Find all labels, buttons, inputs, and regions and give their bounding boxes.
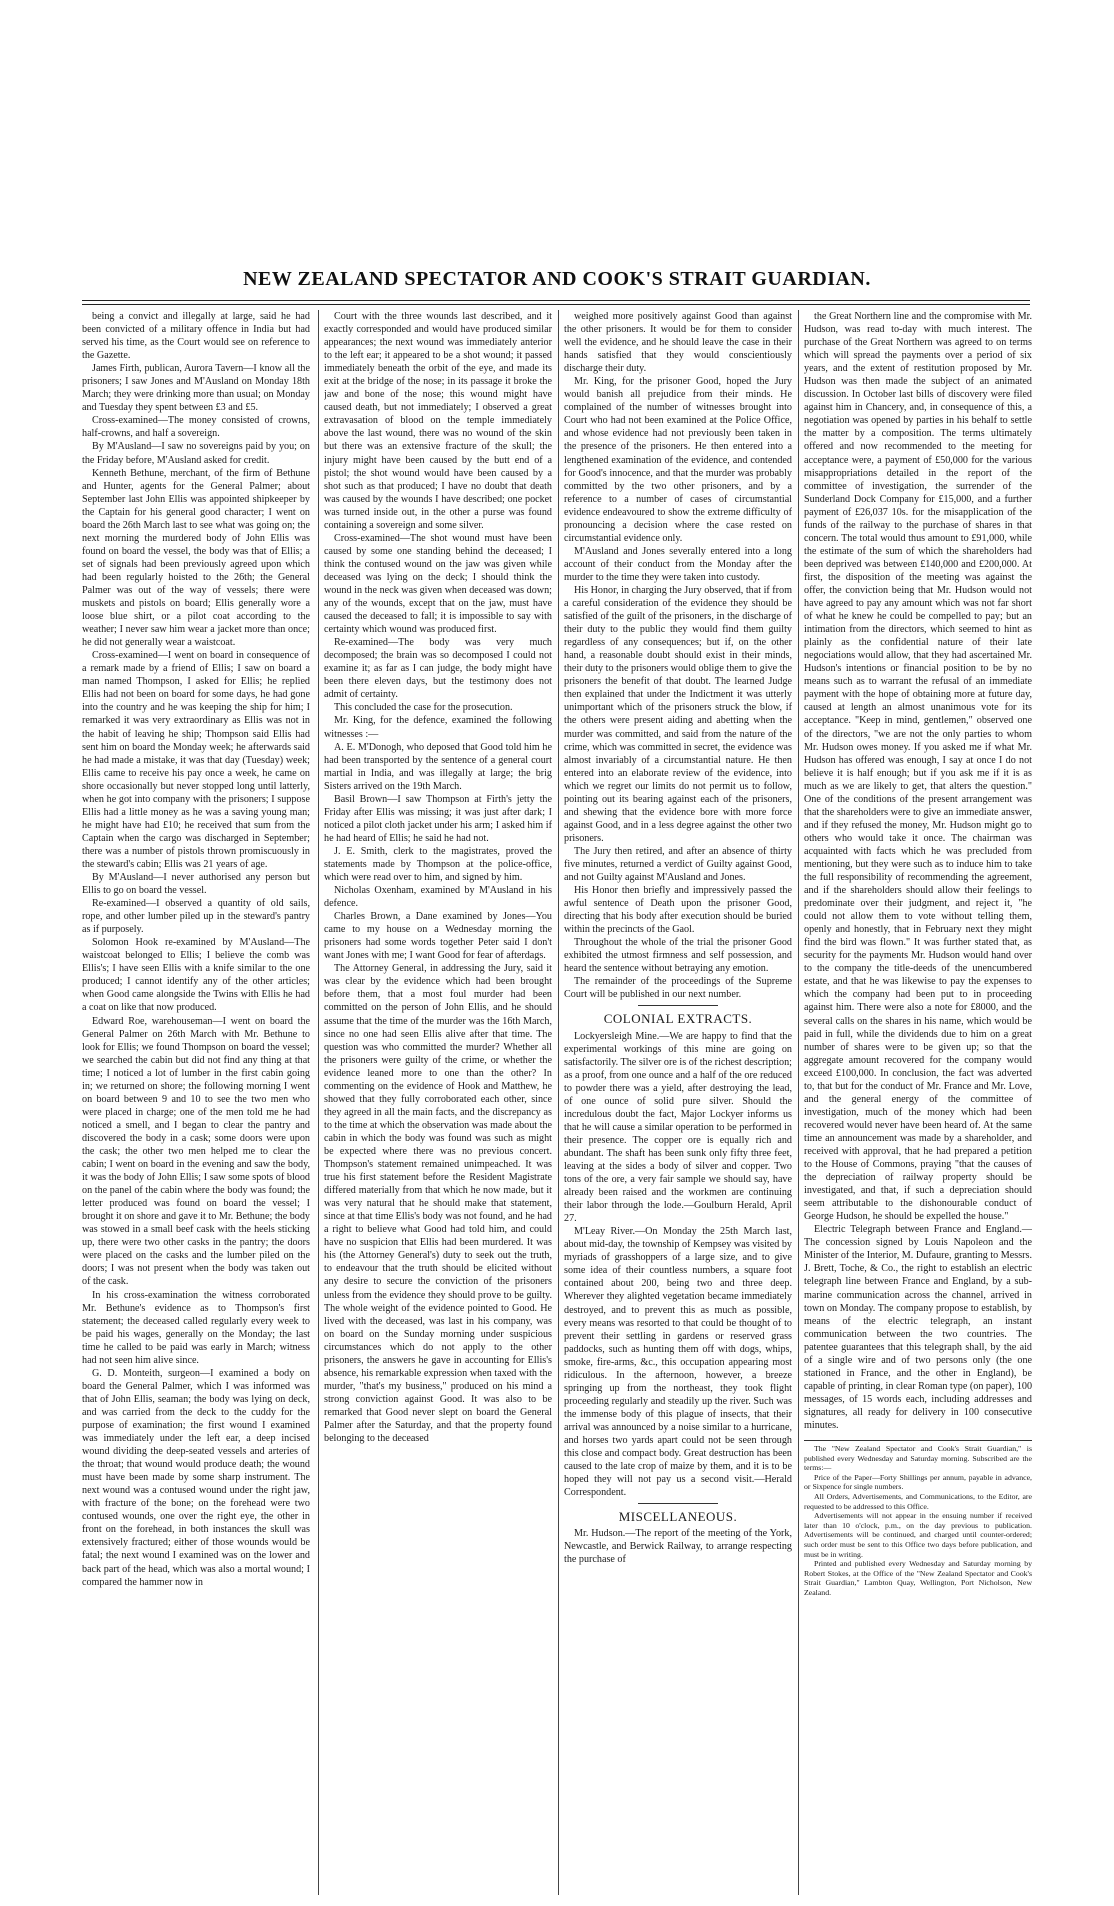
column-divider <box>318 310 319 1895</box>
article-paragraph: His Honor then briefly and impressively passed the awful sentence of Death upon the prisoner Good, directing that his body after execution should be buried within the precincts of the Gaol. <box>564 885 792 936</box>
column-divider <box>558 310 559 1895</box>
article-paragraph: Cross-examined—The shot wound must have been caused by some one standing behind the deceased; I think the contused wound on the jaw was given while deceased was lying on the deck; I should think the wound in the neck was given when deceased was down; any of the wounds, except that on the jaw, must have caused the deceased to fall; it is impossible to say with certainty which wound was produced first. <box>324 532 552 636</box>
section-heading: COLONIAL EXTRACTS. <box>603 1011 753 1027</box>
notice-line: Printed and published every Wednesday and Saturday morning by Robert Stokes, at the Office of the "New Zealand Spectator and Cook's Strait Guardian," Lambton Quay, Wellington, Port Nicholson, New Zealand. <box>804 1559 1032 1597</box>
article-paragraph: In his cross-examination the witness corroborated Mr. Bethune's evidence as to Thompson's first statement; the deceased called regularly every week to be paid his wages, generally on the Monday; the last time he called to be paid was early in March; witness had not seen him alive since. <box>82 1289 310 1366</box>
column-1 <box>82 310 310 1895</box>
article-paragraph: By M'Ausland—I never authorised any person but Ellis to go on board the vessel. <box>82 872 310 897</box>
article-paragraph: A. E. M'Donogh, who deposed that Good told him he had been transported by the sentence of a general court martial in India, and was illegally at large; the brig Sisters arrived on the 19th March. <box>324 741 552 792</box>
notice-line: Price of the Paper—Forty Shillings per annum, payable in advance, or Sixpence for single numbers. <box>804 1472 1032 1492</box>
article-paragraph: the Great Northern line and the compromise with Mr. Hudson, was read to-day with much interest. The purchase of the Great Northern was agreed to on terms which will spread the payments over a period of six years, and the extent of restitution proposed by Mr. Hudson was then made the subject of an animated discussion. In October last bills of discovery were filed against him in Chancery, and, in consequence of this, a negotiation was opened by parties in his behalf to settle the matter by a composition. The terms ultimately offered and now recommended to the meeting for acceptance were, a payment of £50,000 for the various misappropriations detailed in the report of the committee of investigation, the surrender of the Sunderland Dock Company for £15,000, and a further payment of £26,037 10s. for the misapplication of the funds of the railway to the purchase of shares in that concern. The total would thus amount to £91,000, while the estimate of the sum of which the shareholders had been deprived was between £140,000 and £200,000. At first, the disposition of the meeting was against the offer, the conviction being that Mr. Hudson would not have agreed to pay any amount which was not far short of what he knew he could be compelled to pay; but an intimation from the directors, which seemed to hint as plainly as the confidential nature of their late negociations would allow, that they had ascertained Mr. Hudson's intentions or financial position to be by no means such as to warrant the refusal of an immediate payment with the hope of obtaining more at future day, caused at length an almost unanimous vote for its acceptance. "Keep in mind, gentlemen," observed one of the directors, "we are not the only parties to whom Mr. Hudson owes money. If you asked me if what Mr. Hudson has offered was enough, I say at once I do not believe it is half enough; but if you ask me if it is as much as we are likely to get, that alters the question." One of the conditions of the present arrangement was that the shareholders were to give an immediate answer, and if they refused the money, Mr. Hudson might go to others who would take it once. The chairman was acquainted with facts which he was precluded from mentioning, but they were such as to induce him to take the full responsibility of recommending the agreement, and if the shareholders should allow their feelings to predominate over their judgment, and reject it, "he could not allow them to vote without telling them, openly and honestly, that in February next they might find the bird was flown." It was further stated that, as security for the payments Mr. Hudson would hand over to the company the title-deeds of the unencumbered estate, and that he was likewise to pay the expenses to which the company had been put to in proceeding against him. There were also a note for £8000, and the several calls on the shares in his name, which would be paid in full, while the dividends due to him on a great number of shares were to be given up; so that the aggregate amount recovered for the company would exceed £100,000. In conclusion, the fact was adverted to, that but for the conduct of Mr. France and Mr. Love, and the general energy of the committee of investigation, much of the money which had been recovered would never have been heard of. At the same time an announcement was made by a shareholder, and received with approval, that he had prepared a petition to the House of Commons, praying "that the causes of the depreciation of railway property should be investigated, and that, if such a depreciation should seem attributable to the dishonourable conduct of George Hudson, he should be expelled the house." <box>804 311 1032 1223</box>
notice-line: Advertisements will not appear in the ensuing number if received later than 10 o'clock, p.m., on the day previous to publication. Advertisements will be continued, and charged until counter-ordered; such order must be sent to this Office two days before publication, and must be in writing. <box>804 1511 1032 1559</box>
column-2 <box>324 310 552 1895</box>
column-4 <box>804 310 1032 1895</box>
column-3 <box>564 310 792 1895</box>
article-paragraph: M'Leay River.—On Monday the 25th March last, about mid-day, the township of Kempsey was visited by myriads of grasshoppers of a large size, and to give some idea of their countless numbers, a square foot contained about 200, being two and three deep. Wherever they alighted vegetation became immediately destroyed, and to prevent this as much as possible, every means was resorted to that could be thought of to prevent their settling in gardens or reserved grass paddocks, such as hunting them off with dogs, whips, smoke, fire-arms, &c., this occupation appearing most ridiculous. In the afternoon, however, a breeze springing up from the northeast, they took flight proceeding regularly and steadily up the river. Such was the immense body of this plague of insects, that their arrival was announced by a noise similar to a hurricane, and horses two yards apart could not be seen through this close and compact body. Great destruction has been caused to the late crop of maize by them, and it is to be hoped they will not pay us a second visit.—Herald Correspondent. <box>564 1226 792 1499</box>
article-paragraph: Electric Telegraph between France and England.—The concession signed by Louis Napoleon and the Minister of the Interior, M. Dufaure, granting to Messrs. J. Brett, Toche, & Co., the right to establish an electric telegraph line between France and England, by a sub-marine communication across the channel, arrived in town on Monday. The company propose to establish, by means of the electric telegraph, an instant communication between the two countries. The patentee guarantees that this telegraph shall, by the aid of a single wire and of two persons only (the one stationed in France, and the other in England), be capable of printing, in clear Roman type (on paper), 100 messages, of 15 words each, including addresses and signatures, all ready for delivery in 100 consecutive minutes. <box>804 1224 1032 1431</box>
notice-line: The "New Zealand Spectator and Cook's Strait Guardian," is published every Wednesday and Saturday morning. Subscribed are the terms:— <box>804 1444 1032 1473</box>
notice-line: All Orders, Advertisements, and Communications, to the Editor, are requested to be addressed to this Office. <box>804 1492 1032 1511</box>
column-divider <box>798 310 799 1895</box>
article-paragraph: James Firth, publican, Aurora Tavern—I know all the prisoners; I saw Jones and M'Ausland on Monday 18th March; they were drinking more than usual; on Monday and Tuesday they spent between £3 and £5. <box>82 363 310 414</box>
article-paragraph: M'Ausland and Jones severally entered into a long account of their conduct from the Monday after the murder to the time they were taken into custody. <box>564 545 792 583</box>
article-paragraph: The Jury then retired, and after an absence of thirty five minutes, returned a verdict of Guilty against Good, and not Guilty against M'Ausland and Jones. <box>564 845 792 884</box>
article-paragraph: This concluded the case for the prosecution. <box>334 702 513 714</box>
article-paragraph: Lockyersleigh Mine.—We are happy to find that the experimental workings of this mine are going on satisfactorily. The silver ore is of the richest description; as a proof, from one ounce and a half of the ore reduced to powder there was a yield, after destroying the lead, of one ounce of solid pure silver. Should the incredulous doubt the fact, Major Lockyer informs us that he will cause a similar operation to be performed in their presence. The copper ore is equally rich and abundant. The shaft has been sunk only fifty three feet, leaving at the sides a body of silver and copper. Two tons of the ore, a very fair sample we should say, have already been raised and the workmen are continuing their labor through the lode.—Goulburn Herald, April 27. <box>564 1030 792 1225</box>
masthead-rule-thin <box>82 304 1030 305</box>
article-paragraph: Kenneth Bethune, merchant, of the firm of Bethune and Hunter, agents for the General Palmer; about September last John Ellis was appointed shipkeeper by the Captain for his general good character; I went on board the 26th March last to see what was going on; the next morning the murdered body of John Ellis was found on board the vessel, the body was that of Ellis; a set of signals had been previously agreed upon which had been regularly hoisted to the 26th; the General Palmer was out of the way of vessels; there were muskets and pistols on board; Ellis generally wore a loose blue shirt, or a pilot coat according to the weather; I never saw him wear a jacket more than once; he did not generally wear a waistcoat. <box>82 467 310 649</box>
article-paragraph: Solomon Hook re-examined by M'Ausland—The waistcoat belonged to Ellis; I believe the comb was Ellis's; I have seen Ellis with a knife similar to the one produced; I cannot identify any of the other articles; when Good came alongside the Twins with Ellis he had a coat on like that now produced. <box>82 937 310 1014</box>
article-paragraph: Re-examined—I observed a quantity of old sails, rope, and other lumber piled up in the steward's pantry as if purposely. <box>82 898 310 936</box>
article-paragraph: being a convict and illegally at large, said he had been convicted of a military offence in India but had served his time, as the Court would see on reference to the Gazette. <box>82 311 310 362</box>
article-paragraph: Charles Brown, a Dane examined by Jones—You came to my house on a Wednesday morning the prisoners had some words together Peter said I don't want Jones with me; I want Good for fear of afterdags. <box>324 911 552 962</box>
article-paragraph: Cross-examined—I went on board in consequence of a remark made by a friend of Ellis; I saw on board a man named Thompson, I asked for Ellis; he replied Ellis had not been on board for some days, he had gone into the country and he was keeping the ship for him; I remarked it was very extraordinary as Ellis was not in the habit of leaving he ship; Thompson said Ellis had sent him on board the Monday week; he afterwards said he had made a mistake, it was that day (Tuesday) week; Ellis came to receive his pay once a week, he came on shore occasionally but never stopped long until latterly, when he got into company with the prisoners; I suppose Ellis had a little money as he was a saving young man; he might have had £10; he received that sum from the Captain when the cargo was discharged in September; there was a number of pistols thrown promiscuously in the steward's cabin; Ellis was 21 years of age. <box>82 650 310 870</box>
article-paragraph: Court with the three wounds last described, and it exactly corresponded and would have produced similar appearances; the next wound was immediately anterior to the left ear; it appeared to be a shot wound; it passed immediately beneath the orbit of the eye, and made its exit at the bridge of the nose; in its passage it broke the jaw and bone of the nose; this wound might have caused death, but not immediately; I observed a great extravasation of blood on the temple immediately above the last wound, there was no wound of the skin but there was an extensive fracture of the skull; the injury might have been caused by the butt end of a pistol; the shot wound would have been caused by a shot such as that produced; I have no doubt that death was caused by the wounds I have described; one pocket was turned inside out, in the other a purse was found containing a sovereign and some silver. <box>324 311 552 531</box>
article-paragraph: Mr. Hudson.—The report of the meeting of the York, Newcastle, and Berwick Railway, to arrange respecting the purchase of <box>564 1528 792 1566</box>
section-rule <box>638 1503 718 1504</box>
section-heading: MISCELLANEOUS. <box>618 1509 738 1525</box>
article-paragraph: Re-examined—The body was very much decomposed; the brain was so decomposed I could not examine it; as far as I can judge, the body might have been there eleven days, but the testimony does not admit of certainty. <box>324 637 552 701</box>
publication-notice <box>804 1440 1032 1598</box>
article-paragraph: Mr. King, for the prisoner Good, hoped the Jury would banish all prejudice from their minds. He complained of the number of witnesses brought into Court who had not been examined at the Police Office, and whose evidence had not previously been taken in the presence of the prisoners. He then entered into a lengthened examination of the evidence, and contended for Good's innocence, and that the murder was probably committed by the two other prisoners, and by a reference to a number of cases of circumstantial evidence endeavoured to show the extreme difficulty of pronouncing a decision where the case rested on circumstantial evidence only. <box>564 376 792 544</box>
article-paragraph: By M'Ausland—I saw no sovereigns paid by you; on the Friday before, M'Ausland asked for credit. <box>82 441 310 466</box>
article-paragraph: Throughout the whole of the trial the prisoner Good exhibited the utmost firmness and self possession, and heard the sentence without betraying any emotion. <box>564 937 792 975</box>
article-paragraph: Cross-examined—The money consisted of crowns, half-crowns, and half a sovereign. <box>82 415 310 440</box>
newspaper-columns <box>82 310 1030 1895</box>
article-paragraph: Edward Roe, warehouseman—I went on board the General Palmer on 26th March with Mr. Bethune to look for Ellis; we found Thompson on board the vessel; we searched the cabin but did not find any thing at that time; I noticed a lot of lumber in the first cabin going in; we returned on shore; the following morning I went on board between 9 and 10 to see the two men who were placed in charge; one of the men told me he had noticed a smell, and I began to clear the pantry and discovered the body in a cask; some doors were upon the cask; the other two men helped me to clear the cabin; I went on board in the evening and saw the body, it was the body of John Ellis; I saw some spots of blood on the panel of the cabin where the body was found; the letter produced was found on board the vessel; I brought it on shore and gave it to Mr. Bethune; the body was stowed in a small beef cask with the heels sticking up, there were two other casks in the pantry; the doors were placed on the casks and the lumber piled on the doors; I was not present when the body was taken out of the cask. <box>82 1015 310 1288</box>
article-paragraph: Basil Brown—I saw Thompson at Firth's jetty the Friday after Ellis was missing; it was just after dark; I noticed a pilot cloth jacket under his arm; I asked him if he had heard of Ellis; he said he had not. <box>324 793 552 844</box>
article-paragraph: Mr. King, for the defence, examined the following witnesses :— <box>324 715 552 740</box>
article-paragraph: The remainder of the proceedings of the Supreme Court will be published in our next number. <box>564 976 792 1001</box>
article-paragraph: G. D. Monteith, surgeon—I examined a body on board the General Palmer, which I was informed was that of John Ellis, seaman; the body was lying on deck, and was carried from the deck to the cuddy for the purpose of examination; the first wound I examined was immediately under the left ear, a deep incised wound dividing the deep-seated vessels and arteries of the throat; that wound would produce death; the wound must have been made by some sharp instrument. The next wound was a contused wound under the right jaw, with fracture of the bone; on the forehead were two contused wounds, one over the right eye, the other in front on the forehead, in both instances the skull was extensively fractured; either of those wounds would be fatal; the next wound I examined was on the lower and back part of the head, which was also a mortal wound; I compared the hammer now in <box>82 1367 310 1588</box>
masthead: NEW ZEALAND SPECTATOR AND COOK'S STRAIT GUARDIAN. <box>243 268 871 290</box>
article-paragraph: J. E. Smith, clerk to the magistrates, proved the statements made by Thompson at the police-office, which were read over to him, and signed by him. <box>324 845 552 884</box>
article-paragraph: Nicholas Oxenham, examined by M'Ausland in his defence. <box>324 885 552 910</box>
article-paragraph: His Honor, in charging the Jury observed, that if from a careful consideration of the evidence they should be satisfied of the guilt of the prisoners, in the discharge of their duty to the public they would find them guilty regardless of any consequences; but if, on the other hand, a reasonable doubt should exist in their minds, their duty to the prisoners would oblige them to give the prisoners the benefit of that doubt. The learned Judge then explained that under the Indictment it was utterly unimportant which of the prisoners struck the blow, if the others were present aiding and abetting when the murder was committed, and said from the nature of the crime, which was committed in secret, the evidence was almost invariably of a circumstantial nature. He then entered into an elaborate review of the evidence, into which we regret our limits do not permit us to follow, pointing out its bearing against each of the prisoners, and shewing that the evidence bore with more force against Good, and in a less degree against the other two prisoners. <box>564 584 792 844</box>
section-rule <box>638 1005 718 1006</box>
masthead-rule <box>82 300 1030 301</box>
article-paragraph: weighed more positively against Good than against the other prisoners. It would be for them to consider well the evidence, and he should leave the case in their hands satisfied that they would conscientiously discharge their duty. <box>564 311 792 375</box>
article-paragraph: The Attorney General, in addressing the Jury, said it was clear by the evidence which had been brought before them, that a most foul murder had been committed on the person of John Ellis, and he should assume that the time of the murder was the 16th March, since no one had seen Ellis alive after that time. The question was who committed the murder? Whether all the prisoners were guilty of the crime, or whether the evidence leaned more to one than the other? In commenting on the evidence of Hook and Matthew, he showed that they fully corroborated each other, since they agreed in all the main facts, and the discrepancy as to the time at which the observation was made about the cabin in which the body was found was such as might be expected where there was no previous concert. Thompson's statement remained unimpeached. It was true his first statement before the Resident Magistrate differed materially from that which he now made, but it was very natural that he should make that statement, since at that time Ellis's body was not found, and he had a right to believe what Good had told him, and could have no suspicion that Ellis had been murdered. It was his (the Attorney General's) duty to seek out the truth, to endeavour that the truth should be elicited without any desire to secure the conviction of the prisoners unless from the evidence they should prove to be guilty. The whole weight of the evidence pointed to Good. He lived with the deceased, was last in his company, was on board on the Sunday morning under suspicious circumstances which do not apply to the other prisoners, the answers he gave in accounting for Ellis's absence, his remarkable expression when taxed with the murder, "that's my business," produced on his mind a strong conviction against Good. It was also to be remarked that Good never slept on board the General Palmer after the Saturday, and that the property found belonging to the deceased <box>324 963 552 1445</box>
